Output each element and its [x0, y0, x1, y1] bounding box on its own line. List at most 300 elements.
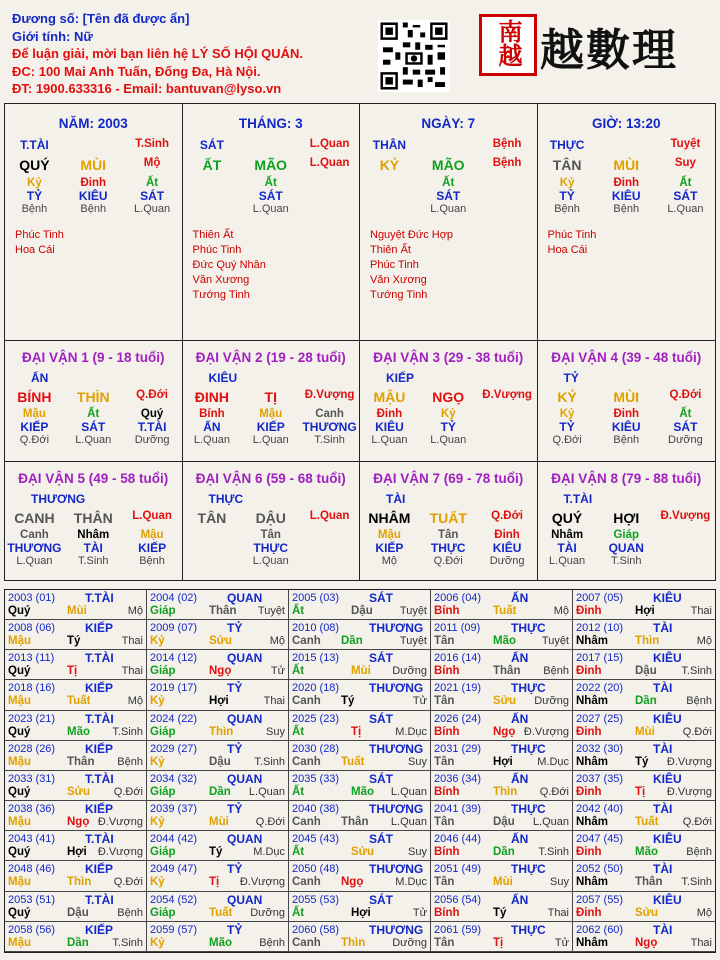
- year-stem: Kỷ: [150, 936, 165, 949]
- year-label: 2037 (35): [576, 772, 624, 785]
- year-stem: Canh: [292, 816, 321, 829]
- can-state: Bệnh: [492, 138, 522, 150]
- year-god: THƯƠNG: [369, 862, 424, 877]
- dai-van-3: [360, 340, 538, 461]
- year-state: Mộ: [127, 605, 143, 617]
- year-god: QUAN: [227, 591, 263, 605]
- year-branch: Thìn: [209, 725, 234, 738]
- year-stem: Kỷ: [150, 695, 165, 708]
- year-stem: Nhâm: [576, 936, 608, 949]
- year-state: Dưỡng: [534, 695, 569, 708]
- year-label: 2031 (29): [434, 742, 482, 755]
- hidden-state: L.Quan: [252, 555, 289, 567]
- hidden-stem: Nhâm: [77, 529, 110, 541]
- year-stem: Quý: [8, 906, 31, 919]
- year-god: TỶ: [227, 802, 243, 817]
- year-cell: [431, 590, 573, 620]
- year-cell: [5, 801, 147, 831]
- year-state: Bệnh: [117, 755, 143, 768]
- year-cell: [5, 680, 147, 710]
- year-label: 2059 (57): [150, 923, 198, 936]
- year-label: 2029 (27): [150, 742, 198, 755]
- year-god: KIẾP: [85, 621, 114, 636]
- year-label: 2011 (09): [434, 622, 481, 635]
- year-god: KIẾP: [85, 741, 114, 756]
- year-label: 2045 (43): [292, 833, 340, 846]
- hidden-god: SÁT: [436, 189, 461, 203]
- year-label: 2042 (40): [576, 803, 624, 816]
- year-state: Bệnh: [686, 846, 712, 859]
- year-god: T.TÀI: [85, 591, 114, 605]
- hidden-state: Bệnh: [21, 203, 48, 215]
- year-cell: [5, 741, 147, 771]
- year-label: 2054 (52): [150, 893, 198, 906]
- year-state: Đ.Vượng: [523, 725, 569, 738]
- hidden-stem: [300, 529, 359, 541]
- hidden-god: TỶ: [440, 420, 456, 434]
- year-state: Dưỡng: [250, 906, 285, 919]
- heavenly-stem: MẬU: [373, 389, 406, 405]
- year-state: Q.Đới: [682, 725, 712, 738]
- hidden-stem: Đinh: [376, 408, 403, 420]
- year-state: T.Sinh: [681, 876, 712, 889]
- year-label: 2016 (14): [434, 652, 482, 665]
- year-stem: Quý: [8, 725, 31, 738]
- year-cell: [5, 922, 147, 952]
- year-stem: Giáp: [150, 605, 176, 617]
- year-label: 2033 (31): [8, 772, 56, 785]
- hidden-stem: [300, 177, 359, 189]
- hidden-state: L.Quan: [667, 203, 704, 215]
- hidden-state: Dưỡng: [489, 555, 525, 567]
- heavenly-stem: NHÂM: [368, 510, 411, 526]
- hidden-stem: Giáp: [613, 529, 640, 541]
- address-line: ĐC: 100 Mai Anh Tuấn, Đống Đa, Hà Nội.: [12, 63, 261, 79]
- year-stem: Canh: [292, 755, 321, 768]
- year-stem: Mậu: [8, 755, 31, 768]
- year-cell: [147, 620, 289, 650]
- year-branch: Tuất: [493, 605, 517, 617]
- year-state: Thai: [547, 906, 569, 919]
- branch-state: Mộ: [143, 157, 161, 169]
- year-state: Tử: [412, 906, 427, 919]
- year-label: 2039 (37): [150, 803, 198, 816]
- year-state: Thai: [690, 936, 712, 949]
- star-item: Tướng Tinh: [192, 289, 250, 301]
- year-cell: [431, 680, 573, 710]
- year-branch: Sửu: [67, 785, 91, 798]
- hidden-god: KIÊU: [611, 420, 641, 434]
- year-stem: Quý: [8, 846, 31, 859]
- year-cell: [431, 650, 573, 680]
- year-branch: Mão: [493, 635, 516, 648]
- year-god: ẤN: [511, 832, 529, 847]
- year-stem: Mậu: [8, 695, 31, 708]
- year-state: M.Dục: [253, 846, 285, 859]
- hidden-state: [183, 555, 242, 567]
- year-state: Mộ: [127, 695, 143, 708]
- hidden-state: [656, 555, 715, 567]
- year-branch: Ngọ: [209, 665, 232, 678]
- year-god: ẤN: [511, 591, 529, 605]
- hidden-stem: Kỷ: [440, 408, 456, 420]
- year-cell: [289, 650, 431, 680]
- hidden-state: T.Sinh: [314, 434, 345, 446]
- year-label: 2044 (42): [150, 833, 198, 846]
- year-cell: [289, 620, 431, 650]
- year-god: KIÊU: [653, 832, 682, 847]
- can-state: L.Quan: [309, 138, 350, 150]
- year-cell: [147, 771, 289, 801]
- year-branch: Tuất: [635, 816, 659, 829]
- dai-van-god: T.TÀI: [563, 492, 593, 506]
- star-item: Phúc Tinh: [547, 229, 597, 241]
- hidden-god: SÁT: [673, 189, 698, 203]
- hidden-god: QUAN: [608, 541, 644, 555]
- hidden-stem: Ất: [442, 177, 455, 189]
- year-branch: Tị: [209, 876, 220, 889]
- dai-van-god: TỶ: [563, 371, 579, 385]
- year-stem: Mậu: [8, 635, 31, 648]
- year-branch: Sửu: [209, 635, 233, 648]
- hidden-god: KIẾP: [138, 541, 167, 555]
- year-stem: Giáp: [150, 906, 176, 919]
- year-branch: Thìn: [635, 635, 660, 648]
- heavenly-stem: ĐINH: [194, 389, 230, 405]
- hidden-god: SÁT: [673, 420, 698, 434]
- hidden-god: TÀI: [83, 541, 103, 555]
- year-cell: [431, 741, 573, 771]
- hidden-state: Dưỡng: [134, 434, 170, 446]
- year-branch: Tị: [635, 785, 646, 798]
- year-cell: [431, 801, 573, 831]
- year-cell: [147, 801, 289, 831]
- hidden-god: THƯƠNG: [302, 420, 357, 434]
- year-god: T.TÀI: [85, 892, 114, 907]
- year-stem: Giáp: [150, 725, 176, 738]
- year-cell: [573, 620, 715, 650]
- year-branch: Dậu: [635, 665, 657, 678]
- hidden-state: Mộ: [381, 555, 398, 567]
- hidden-stem: Đinh: [494, 529, 520, 541]
- hidden-state: [478, 203, 537, 215]
- dai-van-title: ĐẠI VẬN 4 (39 - 48 tuổi): [551, 350, 702, 365]
- year-branch: Tuất: [209, 906, 233, 919]
- year-label: 2051 (49): [434, 863, 482, 876]
- dai-van-6: [183, 461, 361, 580]
- branch-state: L.Quan: [309, 510, 350, 522]
- year-cell: [147, 892, 289, 922]
- year-god: KIÊU: [653, 711, 682, 726]
- year-cell: [289, 861, 431, 891]
- year-state: T.Sinh: [681, 665, 712, 678]
- year-label: 2046 (44): [434, 833, 482, 846]
- year-label: 2053 (51): [8, 893, 56, 906]
- year-label: 2036 (34): [434, 772, 482, 785]
- hidden-god: [360, 189, 419, 203]
- yearly-luck-table: [4, 589, 716, 953]
- year-branch: Hợi: [67, 846, 87, 859]
- year-label: 2026 (24): [434, 712, 482, 725]
- hidden-god: KIẾP: [20, 420, 49, 434]
- year-stem: Giáp: [150, 665, 176, 678]
- year-stem: Bính: [434, 906, 460, 919]
- year-branch: Dậu: [67, 906, 89, 919]
- year-label: 2038 (36): [8, 803, 56, 816]
- year-label: 2034 (32): [150, 772, 198, 785]
- star-item: Nguyệt Đức Hợp: [370, 229, 454, 241]
- year-state: L.Quan: [532, 816, 569, 829]
- dai-van-god: ẤN: [31, 371, 49, 385]
- year-god: SÁT: [369, 591, 393, 605]
- year-branch: Hợi: [493, 755, 513, 768]
- hidden-god: KIÊU: [492, 541, 522, 555]
- year-god: THƯƠNG: [369, 922, 424, 937]
- year-stem: Đinh: [576, 725, 602, 738]
- year-god: KIÊU: [653, 892, 682, 907]
- year-stem: Ất: [292, 665, 305, 678]
- year-cell: [289, 771, 431, 801]
- year-label: 2040 (38): [292, 803, 340, 816]
- year-label: 2005 (03): [292, 592, 340, 604]
- year-state: Mộ: [553, 605, 569, 617]
- year-state: M.Dục: [537, 755, 569, 768]
- year-cell: [289, 892, 431, 922]
- hidden-god: KIÊU: [78, 189, 108, 203]
- hidden-state: [478, 434, 537, 446]
- year-label: 2024 (22): [150, 712, 198, 725]
- year-god: THỰC: [511, 862, 546, 877]
- year-stem: Nhâm: [576, 876, 608, 889]
- year-branch: Thân: [209, 605, 237, 617]
- year-god: THƯƠNG: [369, 621, 424, 636]
- heavenly-stem: TÂN: [552, 157, 582, 173]
- year-god: THỰC: [511, 681, 546, 696]
- earthly-branch: HỢI: [613, 510, 640, 526]
- year-cell: [431, 711, 573, 741]
- year-label: 2009 (07): [150, 622, 198, 635]
- year-branch: Tý: [341, 695, 355, 708]
- year-stem: Tân: [434, 816, 455, 829]
- year-state: L.Quan: [248, 785, 285, 798]
- year-state: Bệnh: [543, 665, 569, 678]
- pillar-3: [538, 104, 716, 340]
- year-branch: Tý: [67, 635, 81, 648]
- hidden-god: [183, 541, 242, 555]
- year-god: ẤN: [511, 892, 529, 907]
- dai-van-5: [5, 461, 183, 580]
- year-state: Dưỡng: [392, 936, 427, 949]
- dai-van-god: KIÊU: [208, 371, 238, 385]
- year-god: QUAN: [227, 832, 263, 847]
- year-cell: [5, 771, 147, 801]
- qr-code-icon: [378, 20, 450, 92]
- year-stem: Giáp: [150, 785, 176, 798]
- hidden-stem: [360, 177, 419, 189]
- can-state: Tuyệt: [670, 138, 701, 150]
- year-branch: Mão: [67, 725, 90, 738]
- year-god: KIÊU: [653, 591, 682, 605]
- year-cell: [147, 922, 289, 952]
- year-label: 2008 (06): [8, 622, 56, 635]
- branch-state: Bệnh: [492, 157, 522, 169]
- hidden-state: L.Quan: [549, 555, 586, 567]
- year-cell: [5, 831, 147, 861]
- year-stem: Ất: [292, 785, 305, 798]
- hidden-god: SÁT: [81, 420, 106, 434]
- year-god: ẤN: [511, 771, 529, 786]
- year-stem: Nhâm: [576, 755, 608, 768]
- hidden-god: [300, 541, 359, 555]
- year-god: THƯƠNG: [369, 741, 424, 756]
- year-label: 2021 (19): [434, 682, 482, 695]
- year-god: TỶ: [227, 862, 243, 877]
- earthly-branch: THÌN: [76, 389, 110, 405]
- earthly-branch: MÃO: [431, 157, 465, 173]
- year-branch: Hợi: [635, 605, 655, 617]
- dai-van-8: [538, 461, 716, 580]
- year-stem: Canh: [292, 936, 321, 949]
- year-branch: Hợi: [209, 695, 229, 708]
- year-label: 2055 (53): [292, 893, 340, 906]
- dai-van-title: ĐẠI VẬN 7 (69 - 78 tuổi): [373, 471, 524, 486]
- four-pillars-grid: [4, 103, 716, 341]
- year-god: KIẾP: [85, 681, 114, 696]
- can-god: SÁT: [199, 138, 224, 152]
- can-god: THỰC: [549, 138, 585, 152]
- hidden-stem: Tân: [438, 529, 459, 541]
- hidden-god: TỶ: [559, 189, 575, 203]
- year-label: 2019 (17): [150, 682, 198, 695]
- year-branch: Dần: [341, 635, 363, 648]
- year-label: 2023 (21): [8, 712, 56, 725]
- year-state: Q.Đới: [113, 785, 143, 798]
- year-stem: Ất: [292, 846, 305, 859]
- pillar-title: NGÀY: 7: [421, 116, 476, 131]
- hidden-god: TỶ: [559, 420, 575, 434]
- dai-van-4: [538, 340, 716, 461]
- hidden-stem: Đinh: [80, 177, 107, 189]
- year-cell: [573, 590, 715, 620]
- hidden-state: Dưỡng: [668, 434, 703, 446]
- year-cell: [147, 861, 289, 891]
- year-branch: Ngọ: [67, 816, 90, 829]
- year-state: Tuyệt: [257, 605, 285, 617]
- year-stem: Tân: [434, 755, 455, 768]
- year-god: SÁT: [369, 651, 393, 666]
- hidden-god: ẤN: [203, 420, 221, 434]
- hidden-god: T.TÀI: [137, 420, 167, 434]
- year-branch: Tuất: [341, 755, 365, 768]
- star-item: Văn Xương: [370, 274, 427, 286]
- year-stem: Ất: [292, 605, 305, 617]
- dai-van-7: [360, 461, 538, 580]
- year-branch: Thìn: [67, 876, 92, 889]
- star-item: Tướng Tinh: [370, 289, 428, 301]
- year-branch: Thân: [341, 816, 369, 829]
- year-state: T.Sinh: [112, 725, 143, 738]
- pillar-title: NĂM: 2003: [58, 116, 128, 131]
- year-label: 2058 (56): [8, 923, 56, 936]
- year-label: 2050 (48): [292, 863, 340, 876]
- year-branch: Mão: [209, 936, 232, 949]
- hidden-stem: Nhâm: [551, 529, 584, 541]
- hidden-god: [183, 189, 242, 203]
- year-god: T.TÀI: [85, 832, 114, 847]
- year-cell: [5, 650, 147, 680]
- year-cell: [573, 922, 715, 952]
- hidden-state: [183, 203, 242, 215]
- year-god: SÁT: [369, 711, 393, 726]
- hidden-state: Bệnh: [613, 434, 640, 446]
- year-state: T.Sinh: [538, 846, 569, 859]
- year-state: Đ.Vượng: [666, 785, 712, 798]
- year-state: Tuyệt: [541, 635, 569, 648]
- branch-state: Đ.Vượng: [660, 510, 711, 522]
- year-label: 2013 (11): [8, 652, 55, 665]
- pillar-2: [360, 104, 538, 340]
- year-god: QUAN: [227, 892, 263, 907]
- hidden-stem: Kỷ: [559, 408, 575, 420]
- hidden-state: T.Sinh: [77, 555, 109, 567]
- hidden-state: L.Quan: [16, 555, 53, 567]
- year-stem: Tân: [434, 635, 455, 648]
- hidden-state: T.Sinh: [610, 555, 642, 567]
- year-state: Đ.Vượng: [97, 846, 143, 859]
- year-branch: Mùi: [493, 876, 513, 889]
- hidden-state: [300, 203, 359, 215]
- year-state: Tử: [270, 665, 285, 678]
- year-stem: Mậu: [8, 876, 31, 889]
- hidden-god: [300, 189, 359, 203]
- hidden-stem: Kỷ: [27, 177, 42, 189]
- dai-van-god: KIẾP: [386, 371, 415, 385]
- year-god: SÁT: [369, 892, 393, 907]
- hidden-god: KIÊU: [375, 420, 404, 434]
- year-branch: Tý: [209, 846, 223, 859]
- year-cell: [147, 650, 289, 680]
- year-branch: Mão: [351, 785, 374, 798]
- year-stem: Kỷ: [150, 755, 165, 768]
- year-stem: Nhâm: [576, 816, 608, 829]
- hidden-stem: Canh: [315, 408, 344, 420]
- year-stem: Đinh: [576, 665, 602, 678]
- year-label: 2015 (13): [292, 652, 340, 665]
- hidden-stem: Ất: [146, 177, 159, 189]
- year-label: 2028 (26): [8, 742, 56, 755]
- year-state: Mộ: [269, 635, 285, 648]
- hidden-state: Bệnh: [139, 555, 165, 567]
- hidden-state: Bệnh: [554, 203, 580, 215]
- dai-van-god: THƯƠNG: [31, 492, 86, 506]
- year-god: SÁT: [369, 832, 393, 847]
- year-state: Tử: [412, 695, 427, 708]
- hidden-stem: Bính: [199, 408, 225, 420]
- hidden-state: L.Quan: [252, 203, 289, 215]
- branch-state: Suy: [674, 157, 696, 169]
- pillar-1: [183, 104, 361, 340]
- earthly-branch: MÃO: [254, 157, 288, 173]
- can-god: THÂN: [372, 138, 407, 152]
- dai-van-row-1: [4, 340, 716, 462]
- heavenly-stem: ẤT: [202, 157, 222, 173]
- hidden-stem: Mậu: [259, 408, 283, 420]
- year-state: Thai: [121, 635, 143, 648]
- hidden-stem: Canh: [20, 529, 49, 541]
- year-branch: Ngọ: [341, 876, 364, 889]
- year-god: KIẾP: [85, 862, 114, 877]
- hidden-state: Q.Đới: [19, 434, 50, 446]
